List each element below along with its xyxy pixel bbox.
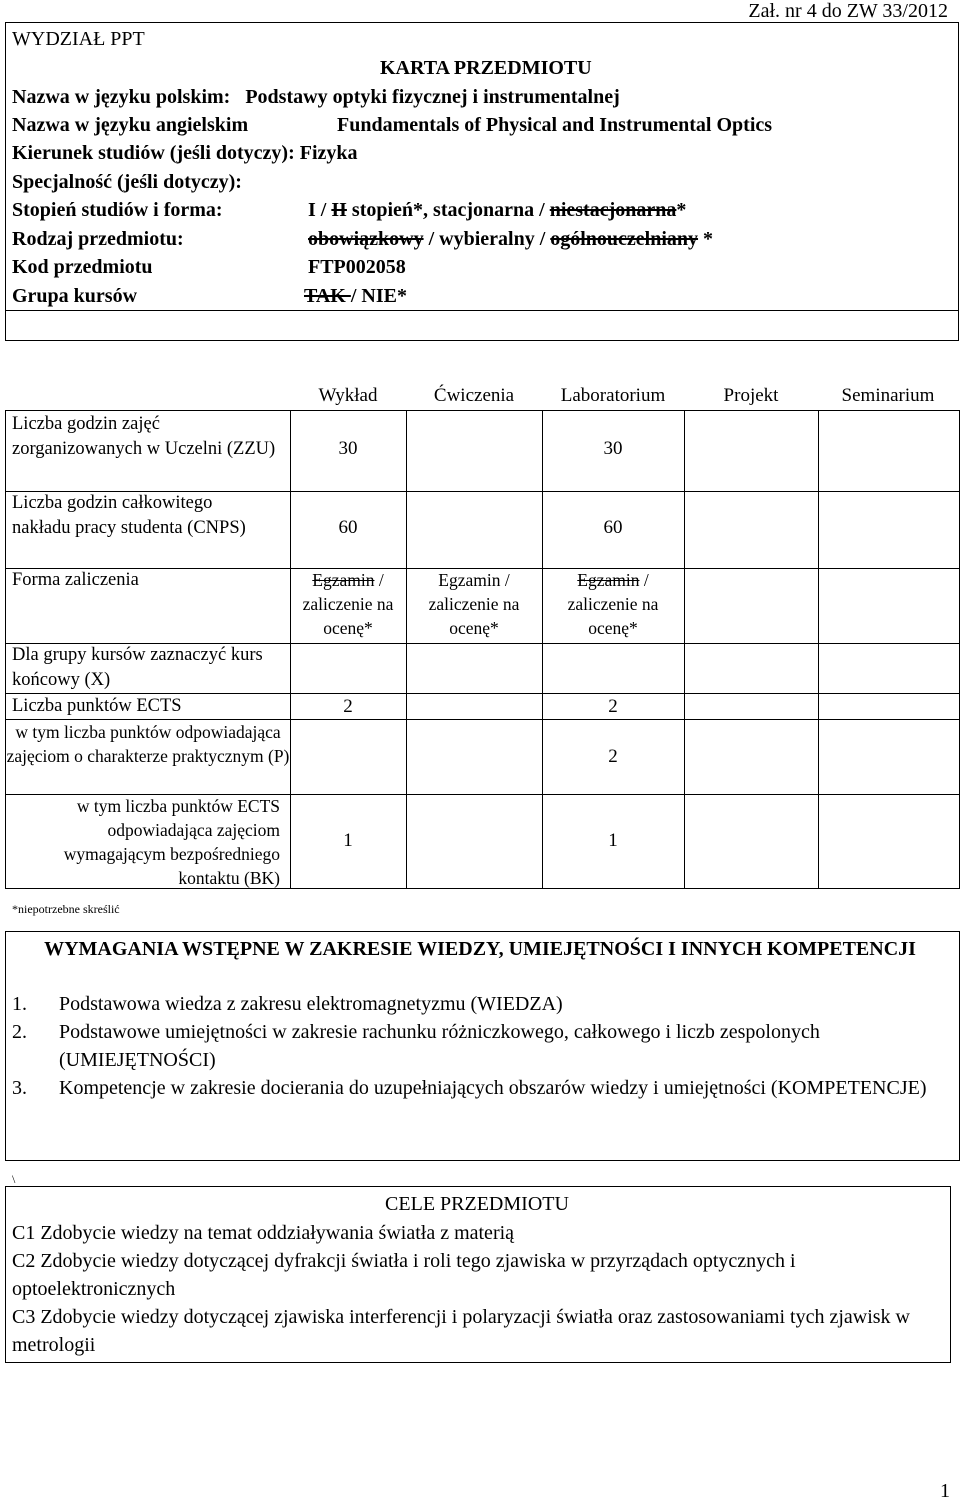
goals-title: CELE PRZEDMIOTU <box>385 1193 569 1215</box>
faculty-name: WYDZIAŁ PPT <box>12 28 145 50</box>
card-title: KARTA PRZEDMIOTU <box>380 57 592 79</box>
requirement-item <box>12 1074 942 1102</box>
group-value-part: / NIE* <box>350 285 407 307</box>
type-value-part: * <box>698 228 714 250</box>
goal-item: C3 Zdobycie wiedzy dotyczącej zjawiska interferencji i polaryzacji światła oraz zastosowaniami tych zjawisk w metrologii <box>12 1306 910 1356</box>
cnps-lab-value: 60 <box>603 517 623 538</box>
type-value <box>308 228 713 251</box>
group-struck-part: TAK <box>304 285 351 307</box>
direction-value: Fizyka <box>299 142 358 164</box>
form-struck-part: Egzamin <box>577 570 640 590</box>
code-value: FTP002058 <box>308 256 406 278</box>
form-exercises-value: Egzamin / zaliczenie na ocenę* <box>428 570 520 638</box>
requirements-list <box>12 990 942 1102</box>
type-struck-part: obowiązkowy <box>308 228 424 250</box>
row-label-cnps: Liczba godzin całkowitego nakładu pracy studenta (CNPS) <box>12 493 246 538</box>
requirement-text: Podstawowa wiedza z zakresu elektromagnetyzmu (WIEDZA) <box>59 993 563 1015</box>
requirement-number: 1. <box>12 993 27 1015</box>
code-label: Kod przedmiotu <box>12 256 153 278</box>
col-divider <box>542 410 543 888</box>
goal-item: C2 Zdobycie wiedzy dotyczącej dyfrakcji światła i roli tego zjawiska w przyrządach optycznych i optoelektronicznych <box>12 1250 796 1300</box>
footnote: *niepotrzebne skreślić <box>12 902 120 916</box>
requirement-number: 3. <box>12 1077 27 1099</box>
type-value-part: / wybieralny / <box>423 228 551 250</box>
row-divider <box>5 410 959 411</box>
row-label-ects: Liczba punktów ECTS <box>12 696 182 716</box>
row-label-form: Forma zaliczenia <box>12 570 139 590</box>
col-divider <box>290 410 291 888</box>
type-label: Rodzaj przedmiotu: <box>12 228 184 250</box>
degree-struck-part: niestacjonarna <box>549 199 677 221</box>
col-divider <box>406 410 407 888</box>
page-number: 1 <box>940 1480 950 1502</box>
col-header-project: Projekt <box>723 385 779 406</box>
ects-lecture-value: 2 <box>343 696 353 717</box>
form-struck-part: Egzamin <box>312 570 375 590</box>
name-pl-row <box>12 86 620 109</box>
col-header-exercises: Ćwiczenia <box>433 385 515 406</box>
header-empty-row <box>5 309 959 341</box>
degree-value-part: stopień*, stacjonarna / <box>346 199 550 221</box>
bk-lab-value: 1 <box>608 830 618 851</box>
degree-value <box>308 199 686 222</box>
degree-struck-part: II <box>331 199 347 221</box>
group-value <box>304 285 407 308</box>
requirement-item <box>12 990 942 1018</box>
name-en-label: Nazwa w języku angielskim <box>12 114 249 136</box>
direction-row <box>12 142 358 165</box>
col-header-laboratory: Laboratorium <box>560 385 666 406</box>
bk-lecture-value: 1 <box>343 830 353 851</box>
degree-label: Stopień studiów i forma: <box>12 199 223 221</box>
stray-mark: \ <box>12 1172 16 1186</box>
practical-lab-value: 2 <box>608 746 618 767</box>
requirement-number: 2. <box>12 1021 27 1043</box>
zzu-lab-value: 30 <box>603 438 623 459</box>
col-divider <box>684 410 685 888</box>
col-header-seminar: Seminarium <box>841 385 935 406</box>
cnps-lecture-value: 60 <box>338 517 358 538</box>
goals-list <box>12 1219 932 1359</box>
degree-value-part: * <box>676 199 687 221</box>
name-en-row <box>12 114 773 137</box>
name-pl-label: Nazwa w języku polskim: <box>12 86 231 108</box>
zzu-lecture-value: 30 <box>338 438 358 459</box>
col-divider <box>818 410 819 888</box>
row-label-practical: w tym liczba punktów odpowiadająca zajęciom o charakterze praktycznym (P) <box>6 722 290 766</box>
name-pl-value: Podstawy optyki fizycznej i instrumentalnej <box>245 86 620 108</box>
direction-label: Kierunek studiów (jeśli dotyczy): <box>12 142 295 164</box>
row-label-final-course: Dla grupy kursów zaznaczyć kurs końcowy (X) <box>12 645 263 690</box>
form-lab-value <box>548 568 678 640</box>
col-header-lecture: Wykład <box>318 385 378 406</box>
name-en-value: Fundamentals of Physical and Instrumental Optics <box>337 114 773 136</box>
row-label-zzu: Liczba godzin zajęć zorganizowanych w Uczelni (ZZU) <box>12 414 276 459</box>
type-struck-part: ogólnouczelniany <box>550 228 699 250</box>
requirement-item <box>12 1018 942 1074</box>
form-value-part: / zaliczenie na ocenę* <box>567 570 659 638</box>
goal-item: C1 Zdobycie wiedzy na temat oddziaływania światła z materią <box>12 1222 515 1244</box>
specialty-label: Specjalność (jeśli dotyczy): <box>12 171 242 193</box>
requirements-title: WYMAGANIA WSTĘPNE W ZAKRESIE WIEDZY, UMIEJĘTNOŚCI I INNYCH KOMPETENCJI <box>44 938 916 960</box>
document-reference: Zał. nr 4 do ZW 33/2012 <box>748 0 948 22</box>
form-lecture-value <box>298 568 398 640</box>
group-label: Grupa kursów <box>12 285 138 307</box>
form-value-part: / zaliczenie na ocenę* <box>302 570 394 638</box>
row-label-bk: w tym liczba punktów ECTS odpowiadająca zajęciom wymagającym bezpośredniego kontaktu (BK) <box>63 796 280 888</box>
requirement-text: Kompetencje w zakresie docierania do uzupełniających obszarów wiedzy i umiejętności (KOMPETENCJE) <box>59 1077 927 1099</box>
ects-lab-value: 2 <box>608 696 618 717</box>
degree-value-part: I / <box>308 199 332 221</box>
requirement-text: Podstawowe umiejętności w zakresie rachunku różniczkowego, całkowego i liczb zespolonych (UMIEJĘTNOŚCI) <box>59 1021 820 1071</box>
